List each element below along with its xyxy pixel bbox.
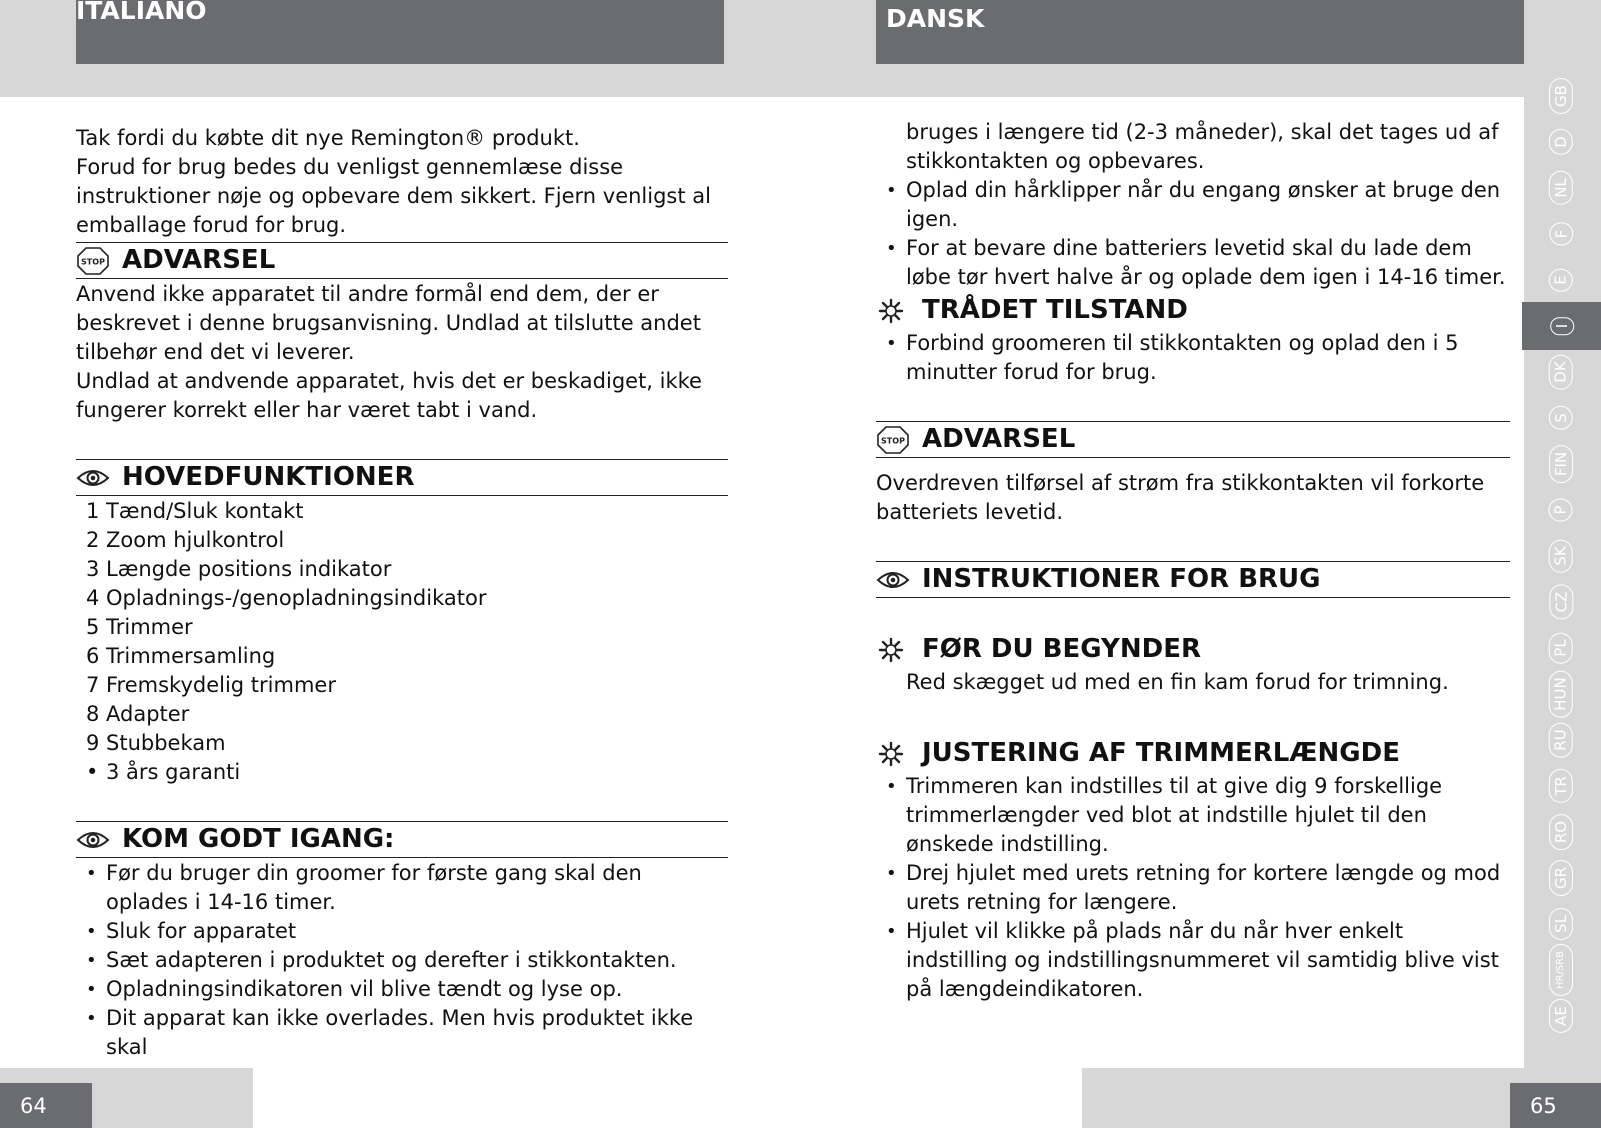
language-title-right: DANSK xyxy=(886,4,985,33)
language-tab-sl[interactable] xyxy=(1539,910,1583,938)
language-header-right xyxy=(876,0,1524,64)
eye-icon xyxy=(876,567,910,593)
language-tab-label: HUN xyxy=(1549,670,1573,717)
language-tab-cz[interactable] xyxy=(1539,588,1583,616)
language-tab-tr[interactable] xyxy=(1539,772,1583,800)
charging-list xyxy=(876,176,1510,292)
language-tab-gr[interactable] xyxy=(1539,864,1583,892)
language-tab-hrsrb[interactable] xyxy=(1539,951,1583,989)
language-tab-label: CZ xyxy=(1549,585,1573,620)
main-features-heading xyxy=(76,459,728,496)
language-tab-label: RO xyxy=(1549,814,1573,850)
svg-text:STOP: STOP xyxy=(81,257,105,266)
list-item: • Opladningsindikatoren vil blive tændt og lyse op. xyxy=(86,977,623,1001)
corded-title: TRÅDET TILSTAND xyxy=(922,295,1188,325)
list-item: • Før du bruger din groomer for første gang skal den oplades i 14-16 timer. xyxy=(86,861,642,914)
language-tab-label: SK xyxy=(1549,539,1573,572)
language-tab-hun[interactable] xyxy=(1539,677,1583,711)
getting-started-heading xyxy=(76,821,728,858)
language-tab-e[interactable] xyxy=(1539,266,1583,294)
list-item: • Hjulet vil klikke på plads når du når hver enkelt indstilling og indstillingsnummeret vil samtidig blive vist på længdeindikatoren. xyxy=(886,919,1499,1001)
language-tab-ru[interactable] xyxy=(1539,726,1583,754)
right-column xyxy=(876,118,1510,1004)
list-item: 5 Trimmer xyxy=(86,615,193,639)
language-header-left xyxy=(76,0,724,64)
language-tab-label: AE xyxy=(1549,999,1573,1033)
features-list xyxy=(76,497,728,787)
language-tab-s[interactable] xyxy=(1539,404,1583,432)
intro-line-2: Forud for brug bedes du venligst gennemlæse disse instruktioner nøje og opbevare dem sikkert. Fjern venligst al emballage forud for brug. xyxy=(76,155,711,237)
warning-text-2: Undlad at andvende apparatet, hvis det er beskadiget, ikke fungerer korrekt eller har været tabt i vand. xyxy=(76,369,702,422)
intro-line-1: Tak fordi du købte dit nye Remington® produkt. xyxy=(76,126,580,150)
language-tab-label: SL xyxy=(1549,908,1573,940)
language-tab-label: E xyxy=(1549,268,1573,291)
language-tab-fin[interactable] xyxy=(1539,450,1583,478)
language-tab-label: RU xyxy=(1549,722,1573,757)
language-tab-ro[interactable] xyxy=(1539,818,1583,846)
language-tab-label: F xyxy=(1549,223,1573,246)
language-title-left: ITALIANO xyxy=(76,0,207,25)
language-tab-label: GR xyxy=(1549,860,1573,896)
length-title: JUSTERING AF TRIMMERLÆNGDE xyxy=(922,738,1400,768)
stop-sign-icon xyxy=(76,248,110,274)
language-tab-sk[interactable] xyxy=(1539,542,1583,570)
language-tab-label: I xyxy=(1550,317,1574,335)
list-item: 4 Opladnings-/genopladningsindikator xyxy=(86,586,487,610)
list-item: • Trimmeren kan indstilles til at give dig 9 forskellige trimmerlængder ved blot at indstille hjulet til den ønskede indstilling. xyxy=(886,774,1443,856)
corded-list xyxy=(876,329,1510,387)
language-tab-label: S xyxy=(1549,406,1573,430)
list-item: • For at bevare dine batteriers levetid skal du lade dem løbe tør hvert halve år og oplade dem igen i 14-16 timer. xyxy=(886,236,1506,289)
warning-title-right: ADVARSEL xyxy=(922,424,1076,454)
list-item: 2 Zoom hjulkontrol xyxy=(86,528,285,552)
language-tab-dk[interactable] xyxy=(1539,358,1583,386)
language-tab-ae[interactable] xyxy=(1539,1002,1583,1030)
list-item: 8 Adapter xyxy=(86,702,190,726)
language-tabs xyxy=(1539,80,1583,1045)
language-tab-d[interactable] xyxy=(1539,128,1583,156)
language-tab-label: DK xyxy=(1549,354,1573,389)
before-heading xyxy=(876,631,1510,668)
before-title: FØR DU BEGYNDER xyxy=(922,634,1201,664)
starburst-icon xyxy=(876,741,906,767)
language-tab-label: TR xyxy=(1549,769,1573,803)
before-text: Red skægget ud med en fin kam forud for trimning. xyxy=(906,670,1449,694)
starburst-icon xyxy=(876,637,906,663)
language-tab-label: D xyxy=(1549,129,1573,155)
continued-text: bruges i længere tid (2-3 måneder), skal det tages ud af stikkontakten og opbevares. xyxy=(906,120,1499,173)
starburst-icon xyxy=(876,298,906,324)
getting-started-list xyxy=(76,859,728,1062)
list-item: • Drej hjulet med urets retning for kortere længde og mod urets retning for længere. xyxy=(886,861,1501,914)
list-item: • Sæt adapteren i produktet og derefter i stikkontakten. xyxy=(86,948,677,972)
svg-text:STOP: STOP xyxy=(881,436,905,445)
stop-sign-icon xyxy=(876,427,910,453)
main-features-title: HOVEDFUNKTIONER xyxy=(122,462,415,492)
language-tab-i[interactable] xyxy=(1522,302,1601,350)
left-column xyxy=(76,124,728,1062)
eye-icon xyxy=(76,827,110,853)
list-item: • Oplad din hårklipper når du engang ønsker at bruge den igen. xyxy=(886,178,1501,231)
list-item: 6 Trimmersamling xyxy=(86,644,276,668)
eye-icon xyxy=(76,465,110,491)
language-tab-nl[interactable] xyxy=(1539,174,1583,202)
page-number-right: 65 xyxy=(1510,1083,1601,1128)
warning-heading xyxy=(76,242,728,279)
list-item: 7 Fremskydelig trimmer xyxy=(86,673,336,697)
page-number-left: 64 xyxy=(0,1083,92,1128)
language-tab-label: PL xyxy=(1549,632,1573,663)
list-item: 9 Stubbekam xyxy=(86,731,226,755)
list-item: 1 Tænd/Sluk kontakt xyxy=(86,499,304,523)
list-item: • Dit apparat kan ikke overlades. Men hvis produktet ikke skal xyxy=(86,1006,694,1059)
instructions-heading xyxy=(876,561,1510,598)
warning-heading-right xyxy=(876,421,1510,458)
language-tab-gb[interactable] xyxy=(1539,82,1583,110)
language-tab-label: GB xyxy=(1549,78,1573,114)
list-item: • Sluk for apparatet xyxy=(86,919,297,943)
language-tab-label: P xyxy=(1549,498,1573,521)
list-item: 3 Længde positions indikator xyxy=(86,557,392,581)
warning-text-right: Overdreven tilførsel af strøm fra stikkontakten vil forkorte batteriets levetid. xyxy=(876,471,1485,524)
language-tab-label: FIN xyxy=(1549,445,1573,483)
language-tab-label: HR/SRB xyxy=(1549,944,1573,996)
length-list xyxy=(876,772,1510,1004)
corded-heading xyxy=(876,292,1510,329)
language-tab-label: NL xyxy=(1549,171,1573,205)
language-tab-pl[interactable] xyxy=(1539,634,1583,662)
list-item: • Forbind groomeren til stikkontakten og oplad den i 5 minutter forud for brug. xyxy=(886,331,1459,384)
length-heading xyxy=(876,735,1510,772)
instructions-title: INSTRUKTIONER FOR BRUG xyxy=(922,564,1321,594)
getting-started-title: KOM GODT IGANG: xyxy=(122,824,395,854)
list-item: • 3 års garanti xyxy=(86,760,241,784)
language-tab-f[interactable] xyxy=(1539,220,1583,248)
warning-text-1: Anvend ikke apparatet til andre formål end dem, der er beskrevet i denne brugsanvisning. Undlad at tilslutte andet tilbehør end det vi leverer. xyxy=(76,282,701,364)
warning-title: ADVARSEL xyxy=(122,245,276,275)
language-tab-p[interactable] xyxy=(1539,496,1583,524)
